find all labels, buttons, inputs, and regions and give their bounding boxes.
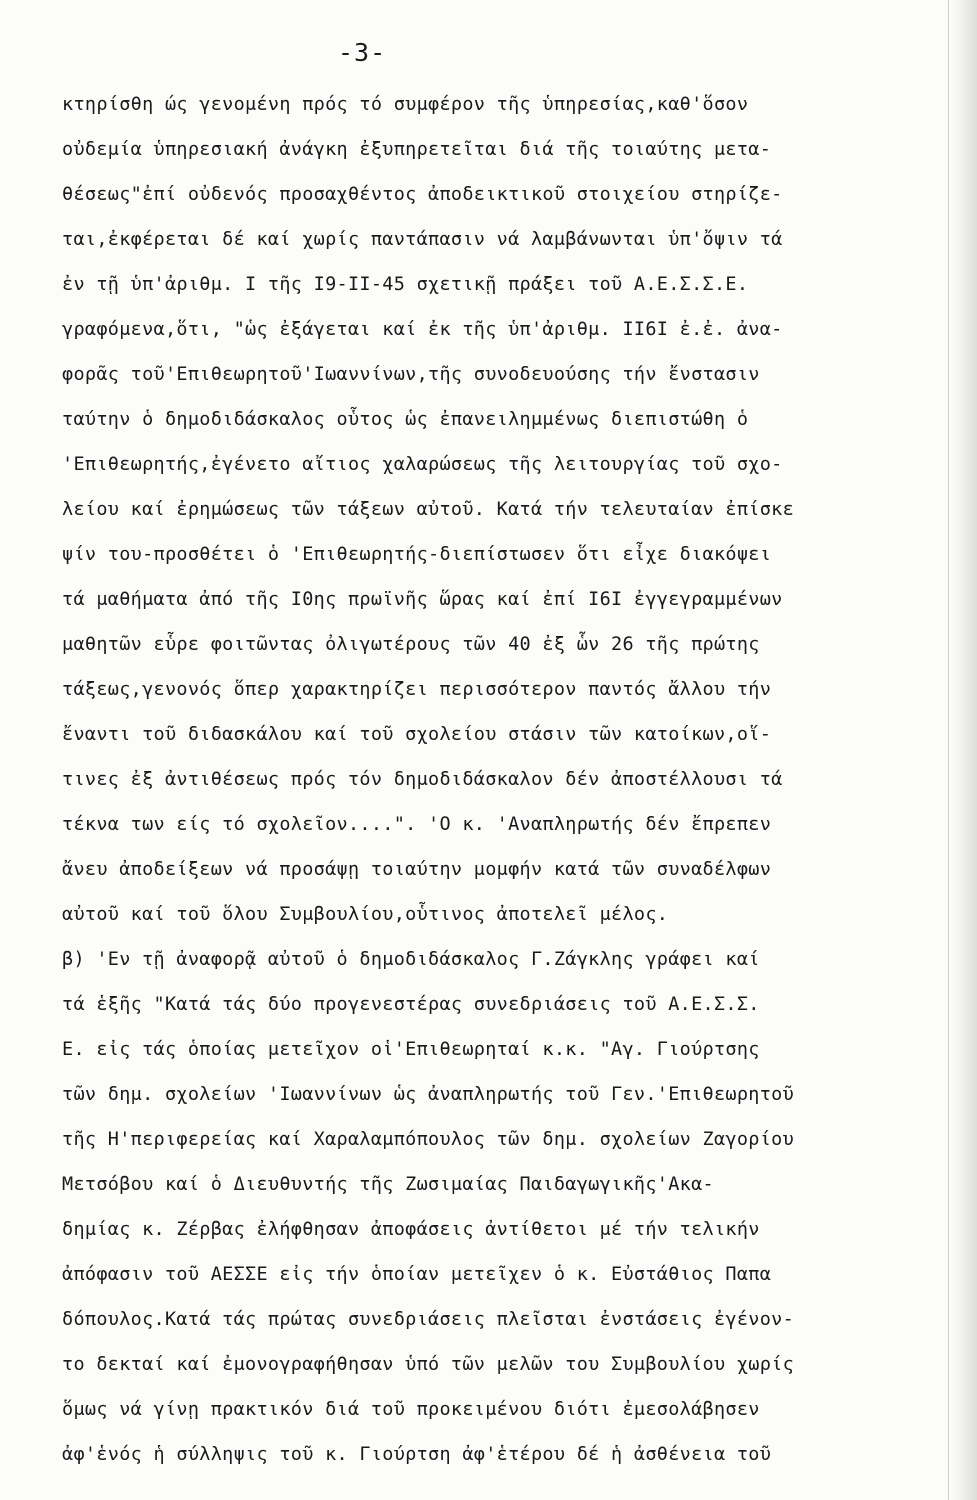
text-line: ταύτην ὁ δημοδιδάσκαλος οὗτος ὡς ἐπανειλημμένως διεπιστώθη ὁ bbox=[62, 409, 749, 430]
text-line: ἔναντι τοῦ διδασκάλου καί τοῦ σχολείου στάσιν τῶν κατοίκων,οἵ- bbox=[62, 724, 772, 745]
body-text bbox=[62, 82, 912, 1477]
text-line: ψίν του-προσθέτει ὁ 'Επιθεωρητής-διεπίστωσεν ὅτι εἶχε διακόψει bbox=[62, 544, 772, 565]
text-line: γραφόμενα,ὅτι, "ὡς ἐξάγεται καί ἐκ τῆς ὑπ'ἀριθμ. II6I ἐ.ἐ. ἀνα- bbox=[62, 319, 783, 340]
text-line: οὐδεμία ὑπηρεσιακή ἀνάγκη ἐξυπηρετεῖται διά τῆς τοιαύτης μετα- bbox=[62, 139, 772, 160]
text-line: τινες ἐξ ἀντιθέσεως πρός τόν δημοδιδάσκαλον δέν ἀποστέλλουσι τά bbox=[62, 769, 783, 790]
text-line: κτηρίσθη ώς γενομένη πρός τό συμφέρον τῆς ὑπηρεσίας,καθ'ὅσον bbox=[62, 94, 749, 115]
text-line: αὐτοῦ καί τοῦ ὅλου Συμβουλίου,οὗτινος ἀποτελεῖ μέλος. bbox=[62, 904, 669, 925]
text-line: τά ἑξῆς "Κατά τάς δύο προγενεστέρας συνεδριάσεις τοῦ Α.Ε.Σ.Σ. bbox=[62, 994, 760, 1015]
text-line: τέκνα των είς τό σχολεῖον....". 'Ο κ. 'Αναπληρωτής δέν ἔπρεπεν bbox=[62, 814, 772, 835]
text-line: τῆς Η'περιφερείας καί Χαραλαμπόπουλος τῶν δημ. σχολείων Ζαγορίου bbox=[62, 1129, 795, 1150]
text-line: Μετσόβου καί ὁ Διευθυντής τῆς Ζωσιμαίας Παιδαγωγικῆς'Ακα- bbox=[62, 1174, 714, 1195]
text-line: τῶν δημ. σχολείων 'Ιωαννίνων ὡς ἀναπληρωτής τοῦ Γεν.'Επιθεωρητοῦ bbox=[62, 1084, 795, 1105]
text-line: ὅμως νά γίνῃ πρακτικόν διά τοῦ προκειμένου διότι ἐμεσολάβησεν bbox=[62, 1399, 760, 1420]
text-line: θέσεως"ἐπί οὐδενός προσαχθέντος ἀποδεικτικοῦ στοιχείου στηρίζε- bbox=[62, 184, 783, 205]
text-line: ἀφ'ἑνός ἡ σύλληψις τοῦ κ. Γιούρτση ἀφ'ἑτέρου δέ ἡ ἀσθένεια τοῦ bbox=[62, 1444, 772, 1465]
text-line: Ε. εἰς τάς ὁποίας μετεῖχον οἱ'Επιθεωρηταί κ.κ. "Αγ. Γιούρτσης bbox=[62, 1039, 760, 1060]
text-line: φορᾶς τοῦ'Επιθεωρητοῦ'Ιωαννίνων,τῆς συνοδευούσης τήν ἔνστασιν bbox=[62, 364, 760, 385]
text-line: τά μαθήματα ἀπό τῆς I0ης πρωϊνῆς ὥρας καί ἐπί I6I ἐγγεγραμμένων bbox=[62, 589, 783, 610]
text-line: 'Επιθεωρητής,ἐγένετο αἴτιος χαλαρώσεως τῆς λειτουργίας τοῦ σχο- bbox=[62, 454, 783, 475]
text-line: μαθητῶν εὗρε φοιτῶντας ὀλιγωτέρους τῶν 40 ἐξ ὧν 26 τῆς πρώτης bbox=[62, 634, 760, 655]
text-line: β) 'Εν τῇ ἀναφορᾷ αὐτοῦ ὁ δημοδιδάσκαλος Γ.Ζάγκλης γράφει καί bbox=[62, 949, 760, 970]
text-line: δόπουλος.Κατά τάς πρώτας συνεδριάσεις πλεῖσται ἐνστάσεις ἐγένον- bbox=[62, 1309, 795, 1330]
text-line: ται,ἐκφέρεται δέ καί χωρίς παντάπασιν νά λαμβάνωνται ὑπ'ὄψιν τά bbox=[62, 229, 783, 250]
page-edge-shadow bbox=[948, 0, 977, 1500]
text-line: ἀπόφασιν τοῦ ΑΕΣΣΕ εἰς τήν ὁποίαν μετεῖχεν ὁ κ. Εὐστάθιος Παπα bbox=[62, 1264, 772, 1285]
text-line: ἐν τῇ ὑπ'ἀριθμ. I τῆς I9-II-45 σχετικῇ πράξει τοῦ Α.Ε.Σ.Σ.Ε. bbox=[62, 274, 749, 295]
text-line: λείου καί ἐρημώσεως τῶν τάξεων αὐτοῦ. Κατά τήν τελευταίαν ἐπίσκε bbox=[62, 499, 795, 520]
text-line: ἄνευ ἀποδείξεων νά προσάψῃ τοιαύτην μομφήν κατά τῶν συναδέλφων bbox=[62, 859, 772, 880]
text-line: το δεκταί καί ἐμονογραφήθησαν ὑπό τῶν μελῶν του Συμβουλίου χωρίς bbox=[62, 1354, 795, 1375]
text-line: τάξεως,γενονός ὅπερ χαρακτηρίζει περισσότερον παντός ἄλλου τήν bbox=[62, 679, 772, 700]
page-number: -3- bbox=[338, 38, 387, 67]
text-line: δημίας κ. Ζέρβας ἐλήφθησαν ἀποφάσεις ἀντίθετοι μέ τήν τελικήν bbox=[62, 1219, 760, 1240]
